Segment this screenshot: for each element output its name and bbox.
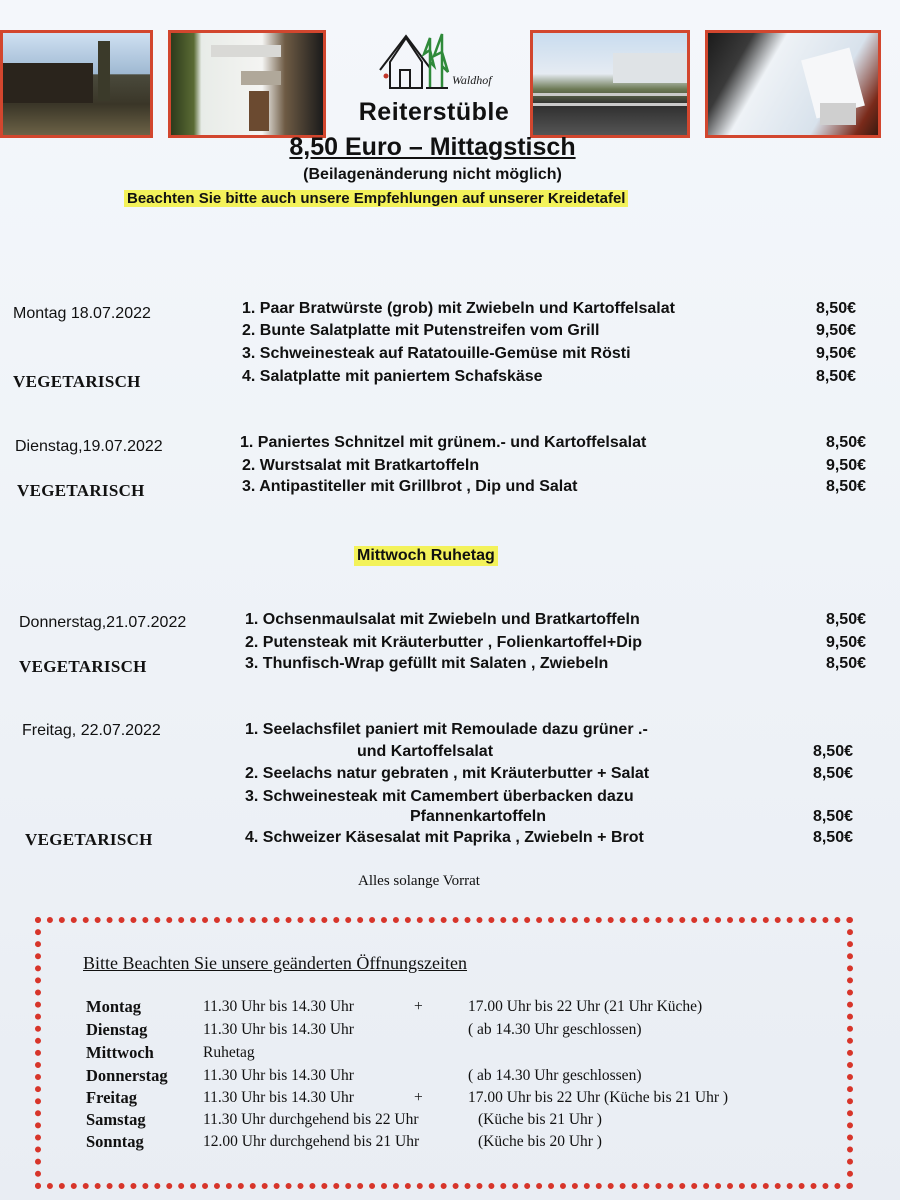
hours-day-thursday: Donnerstag <box>86 1066 168 1085</box>
day-label-tuesday: Dienstag,19.07.2022 <box>15 438 163 455</box>
hours-day-tuesday: Dienstag <box>86 1020 148 1039</box>
price-monday-1: 8,50€ <box>815 300 856 317</box>
chalkboard-note: Beachten Sie bitte auch unsere Empfehlungen auf unserer Kreidetafel <box>124 190 628 207</box>
waldhof-logo-icon <box>372 26 502 98</box>
hours-plus-friday: + <box>414 1089 423 1106</box>
price-monday-4: 8,50€ <box>815 368 856 385</box>
hours-midday-thursday: 11.30 Uhr bis 14.30 Uhr <box>203 1067 354 1084</box>
price-friday-2: 8,50€ <box>812 765 853 782</box>
wednesday-closed-notice: Mittwoch Ruhetag <box>354 546 498 566</box>
dish-friday-2: 2. Seelachs natur gebraten , mit Kräuterbutter + Salat <box>245 765 650 782</box>
opening-hours-title: Bitte Beachten Sie unsere geänderten Öffnungszeiten <box>83 953 468 973</box>
price-tuesday-3: 8,50€ <box>825 478 866 495</box>
logo-script-text: Waldhof <box>452 73 492 87</box>
price-tuesday-2: 9,50€ <box>825 457 866 474</box>
vegetarian-label-tuesday: VEGETARISCH <box>17 481 145 500</box>
price-friday-3: 8,50€ <box>812 808 853 825</box>
dish-friday-4: 4. Schweizer Käsesalat mit Paprika , Zwiebeln + Brot <box>245 829 644 846</box>
hours-midday-friday: 11.30 Uhr bis 14.30 Uhr <box>203 1089 354 1106</box>
hours-plus-monday: + <box>414 998 423 1015</box>
dish-friday-1-continued: und Kartoffelsalat <box>357 743 494 760</box>
hours-evening-tuesday: ( ab 14.30 Uhr geschlossen) <box>468 1021 642 1038</box>
vegetarian-label-friday: VEGETARISCH <box>25 830 153 849</box>
hours-evening-sunday: (Küche bis 20 Uhr ) <box>478 1133 602 1150</box>
price-monday-3: 9,50€ <box>815 345 856 362</box>
dish-friday-3-continued: Pfannenkartoffeln <box>410 808 547 825</box>
price-friday-4: 8,50€ <box>812 829 853 846</box>
while-stocks-last-note: Alles solange Vorrat <box>358 873 480 889</box>
day-label-thursday: Donnerstag,21.07.2022 <box>19 614 187 631</box>
hours-evening-thursday: ( ab 14.30 Uhr geschlossen) <box>468 1067 642 1084</box>
hours-midday-sunday: 12.00 Uhr durchgehend bis 21 Uhr <box>203 1133 420 1150</box>
price-friday-1: 8,50€ <box>812 743 853 760</box>
vegetarian-label-monday: VEGETARISCH <box>13 372 141 391</box>
hours-day-friday: Freitag <box>86 1088 138 1107</box>
hours-evening-monday: 17.00 Uhr bis 22 Uhr (21 Uhr Küche) <box>468 998 703 1015</box>
hours-midday-tuesday: 11.30 Uhr bis 14.30 Uhr <box>203 1021 354 1038</box>
dish-monday-3: 3. Schweinesteak auf Ratatouille-Gemüse mit Rösti <box>242 345 631 362</box>
dish-thursday-2: 2. Putensteak mit Kräuterbutter , Folienkartoffel+Dip <box>245 634 642 651</box>
dish-tuesday-3: 3. Antipastiteller mit Grillbrot , Dip und Salat <box>242 478 578 495</box>
hours-day-wednesday: Mittwoch <box>86 1043 154 1062</box>
hours-day-sunday: Sonntag <box>86 1132 144 1151</box>
dish-thursday-1: 1. Ochsenmaulsalat mit Zwiebeln und Bratkartoffeln <box>245 611 640 628</box>
hours-evening-friday: 17.00 Uhr bis 22 Uhr (Küche bis 21 Uhr ) <box>468 1089 729 1106</box>
dish-tuesday-2: 2. Wurstsalat mit Bratkartoffeln <box>242 457 480 474</box>
dish-friday-3: 3. Schweinesteak mit Camembert überbacken dazu <box>245 788 634 805</box>
day-label-monday: Montag 18.07.2022 <box>13 305 151 322</box>
hours-day-monday: Montag <box>86 997 141 1016</box>
dish-monday-2: 2. Bunte Salatplatte mit Putenstreifen vom Grill <box>242 322 600 339</box>
hours-midday-saturday: 11.30 Uhr durchgehend bis 22 Uhr <box>203 1111 419 1128</box>
hours-midday-monday: 11.30 Uhr bis 14.30 Uhr <box>203 998 354 1015</box>
dish-tuesday-1: 1. Paniertes Schnitzel mit grünem.- und Kartoffelsalat <box>240 434 647 451</box>
restaurant-name: Reiterstüble <box>358 98 510 126</box>
price-monday-2: 9,50€ <box>815 322 856 339</box>
header-photo-sign <box>705 30 881 138</box>
dish-monday-1: 1. Paar Bratwürste (grob) mit Zwiebeln und Kartoffelsalat <box>242 300 675 317</box>
hours-day-saturday: Samstag <box>86 1110 146 1129</box>
price-tuesday-1: 8,50€ <box>825 434 866 451</box>
header-photo-courtyard <box>0 30 153 138</box>
dish-thursday-3: 3. Thunfisch-Wrap gefüllt mit Salaten , Zwiebeln <box>245 655 609 672</box>
menu-headline: 8,50 Euro – Mittagstisch <box>289 133 576 161</box>
vegetarian-label-thursday: VEGETARISCH <box>19 657 147 676</box>
hours-evening-saturday: (Küche bis 21 Uhr ) <box>478 1111 602 1128</box>
price-thursday-1: 8,50€ <box>825 611 866 628</box>
day-label-friday: Freitag, 22.07.2022 <box>22 722 161 739</box>
dish-monday-4: 4. Salatplatte mit paniertem Schafskäse <box>242 368 543 385</box>
price-thursday-2: 9,50€ <box>825 634 866 651</box>
price-thursday-3: 8,50€ <box>825 655 866 672</box>
hours-midday-wednesday: Ruhetag <box>203 1044 255 1061</box>
menu-subline: (Beilagenänderung nicht möglich) <box>303 166 562 183</box>
dish-friday-1: 1. Seelachsfilet paniert mit Remoulade dazu grüner .- <box>245 721 648 738</box>
